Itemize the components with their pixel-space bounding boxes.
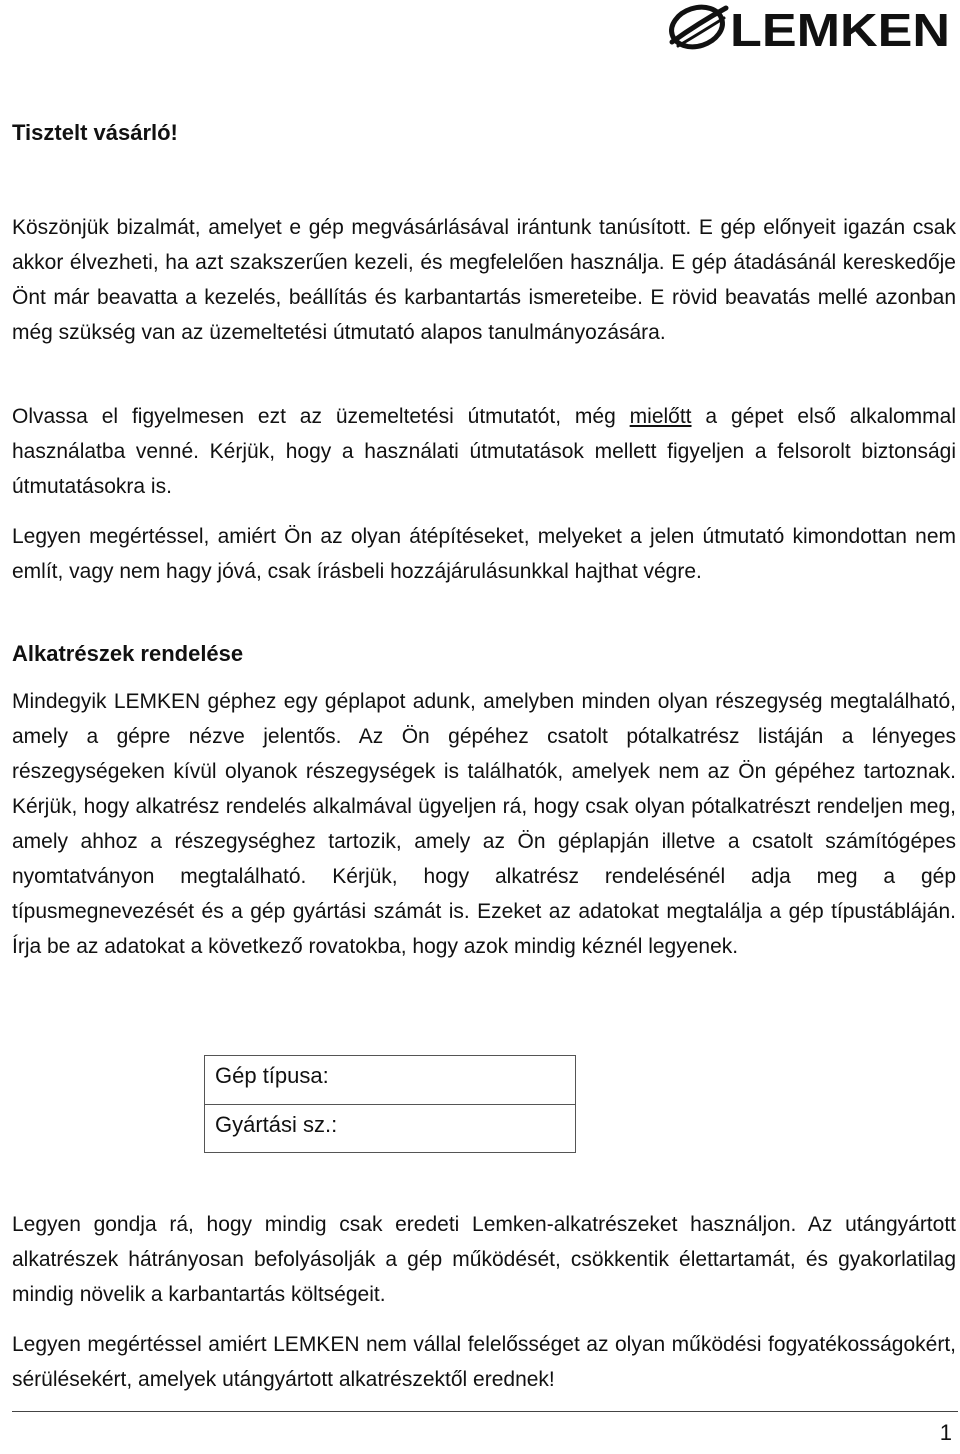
greeting: Tisztelt vásárló! (12, 120, 178, 145)
intro-paragraph-1: Köszönjük bizalmát, amelyet e gép megvásárlásával irántunk tanúsított. E gép előnyeit igazán csak akkor élvezheti, ha azt szakszerűen kezeli, és megfelelően használja. E gép átadásánál kereskedője Önt már beavatta a kezelés, beállítás és karbantartás ismereteibe. E rövid beavatás mellé azonban még szükség van az üzemeltetési útmutató alapos tanulmányozására. (12, 216, 956, 344)
closing-paragraph-2: Legyen megértéssel amiért LEMKEN nem vállal felelősséget az olyan működési fogyatékosságokért, sérülésekért, amelyek utángyártott alkatrészektől erednek! (12, 1333, 956, 1391)
serial-number-field[interactable] (205, 1104, 575, 1152)
parts-paragraph: Mindegyik LEMKEN géphez egy géplapot adunk, amelyben minden olyan részegység megtalálható, amely a gépre nézve jelentős. Az Ön gépéhez csatolt pótalkatrész listáján a lényeges részegységeken kívül olyanok részegységek is találhatók, amelyek nem az Ön gépéhez tartoznak. Kérjük, hogy alkatrész rendelés alkalmával ügyeljen rá, hogy csak olyan pótalkatrészt rendeljen meg, amely ahhoz a részegységhez tartozik, amely az Ön géplapján illetve a csatolt számítógépes nyomtatványon megtalálható. Kérjük, hogy alkatrész rendelésénél adja meg a gép típusmegnevezését és a gép gyártási számát is. Ezeket az adatokat megtalálja a gép típustábláján. Írja be az adatokat a következő rovatokba, hogy azok mindig kéznél legyenek. (12, 690, 956, 958)
lemken-logo-mark (664, 0, 954, 58)
serial-number-label: Gyártási sz.: (215, 1112, 338, 1137)
closing-paragraph-1: Legyen gondja rá, hogy mindig csak eredeti Lemken-alkatrészeket használjon. Az utángyártott alkatrészek hátrányosan befolyásolják a gép működését, csökkentik élettartamát, és gyakorlatilag mindig növelik a karbantartás költségeit. (12, 1213, 956, 1306)
intro-paragraph-2 (12, 399, 956, 504)
intro-paragraph-3: Legyen megértéssel, amiért Ön az olyan átépítéseket, melyeket a jelen útmutató kimondottan nem említ, vagy nem hagy jóvá, csak írásbeli hozzájárulásunkkal hajthat végre. (12, 525, 956, 583)
lemken-logo (664, 0, 954, 58)
page-number: 1 (939, 1420, 952, 1445)
footer-divider (12, 1411, 958, 1412)
lemken-logo-text: LEMKEN (730, 4, 950, 56)
section-heading-parts: Alkatrészek rendelése (12, 641, 244, 666)
machine-info-box (204, 1055, 576, 1153)
intro-paragraph-2-start: Olvassa el figyelmesen ezt az üzemeltetési útmutatót, még (12, 405, 630, 428)
emphasis-before: mielőtt (629, 405, 692, 428)
machine-type-field[interactable] (205, 1056, 575, 1104)
intro-paragraph-2-end: a gépet első alkalommal használatba venné. Kérjük, hogy a használati útmutatások mellett figyeljen a felsorolt biztonsági útmutatásokra is. (12, 405, 957, 498)
machine-type-label: Gép típusa: (215, 1063, 329, 1088)
